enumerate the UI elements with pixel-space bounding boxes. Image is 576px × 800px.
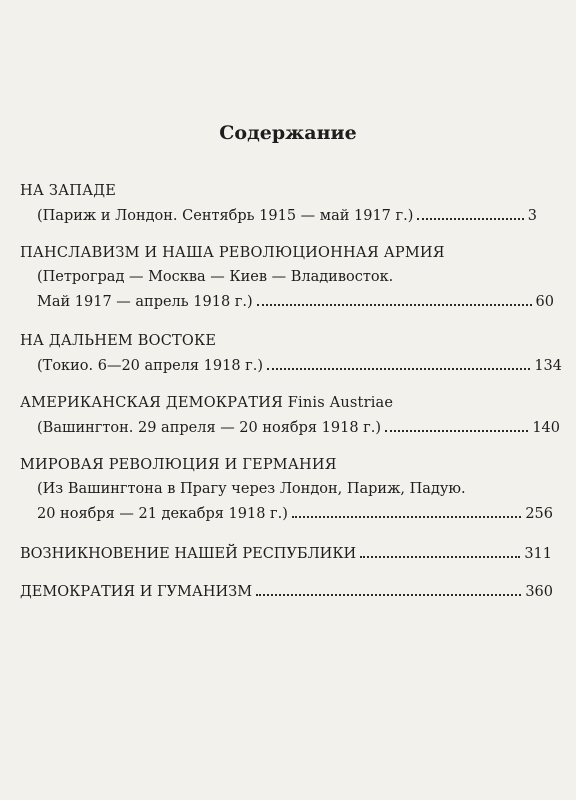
toc-sub-2a: (Петроград — Москва — Киев — Владивосток. <box>37 269 394 285</box>
toc-heading-1: НА ЗАПАДЕ <box>20 183 117 199</box>
toc-sub-1: (Париж и Лондон. Сентябрь 1915 — май 1917 г.) <box>37 208 414 224</box>
toc-heading-4: АМЕРИКАНСКАЯ ДЕМОКРАТИЯ Finis Austriae <box>20 395 394 411</box>
toc-page-num-6: 311 <box>524 546 552 562</box>
toc-line-2 <box>37 290 554 312</box>
toc-line-1 <box>37 204 537 226</box>
dot-leader <box>360 542 520 558</box>
toc-heading-2: ПАНСЛАВИЗМ И НАША РЕВОЛЮЦИОННАЯ АРМИЯ <box>20 245 445 261</box>
toc-line-4 <box>37 416 560 438</box>
dot-leader <box>417 204 523 220</box>
toc-sub-4: (Вашингтон. 29 апреля — 20 ноября 1918 г.) <box>37 420 382 436</box>
dot-leader <box>385 416 528 432</box>
toc-sub-2b: Май 1917 — апрель 1918 г.) <box>37 294 253 310</box>
toc-sub-5a: (Из Вашингтона в Прагу через Лондон, Париж, Падую. <box>37 481 466 497</box>
toc-line-7 <box>20 580 553 602</box>
toc-page-num-3: 134 <box>534 358 562 374</box>
toc-page-num-7: 360 <box>525 584 553 600</box>
toc-sub-3: (Токио. 6—20 апреля 1918 г.) <box>37 358 264 374</box>
toc-heading-7: ДЕМОКРАТИЯ И ГУМАНИЗМ <box>20 584 253 600</box>
dot-leader <box>257 290 532 306</box>
dot-leader <box>256 580 521 596</box>
toc-page-num-1: 3 <box>527 208 537 224</box>
toc-line-3 <box>37 354 562 376</box>
dot-leader <box>292 502 521 518</box>
dot-leader <box>267 354 530 370</box>
toc-page-num-2: 60 <box>535 294 554 310</box>
toc-page-num-5: 256 <box>525 506 553 522</box>
toc-heading-3: НА ДАЛЬНЕМ ВОСТОКЕ <box>20 333 217 349</box>
toc-line-6 <box>20 542 552 564</box>
toc-title: Содержание <box>219 122 357 144</box>
toc-heading-5: МИРОВАЯ РЕВОЛЮЦИЯ И ГЕРМАНИЯ <box>20 457 337 473</box>
toc-line-5 <box>37 502 553 524</box>
toc-page-num-4: 140 <box>532 420 560 436</box>
toc-sub-5b: 20 ноября — 21 декабря 1918 г.) <box>37 506 288 522</box>
toc-heading-6: ВОЗНИКНОВЕНИЕ НАШЕЙ РЕСПУБЛИКИ <box>20 546 357 562</box>
